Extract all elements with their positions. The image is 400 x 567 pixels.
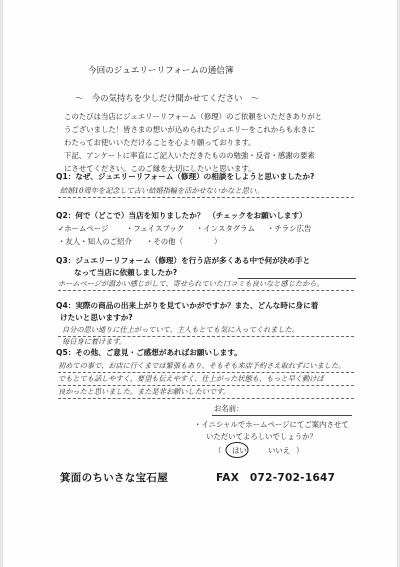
name-label: お名前： bbox=[214, 404, 244, 413]
q5-answer-line-2: でもとても話しやすく、要望も伝えやすく、仕上がった状態も、もっと早く動けば bbox=[58, 374, 324, 383]
q3-answer-line bbox=[58, 290, 354, 291]
intro-line-4: 下記、アンケートに率直にご記入いただきたものの勉強・反省・感謝の要素 bbox=[64, 151, 315, 160]
q5-label: Q5：その他、ご意見・ご感想があればお願いします。 bbox=[56, 348, 242, 357]
q5-answer-rule-1 bbox=[58, 372, 354, 373]
q4-label-line-2: けたいと思いますか? bbox=[60, 313, 133, 322]
q5-answer-line-1: 初めての事で、お店に行くまでは緊張もあり、そもそも来店予約さえ取れずにいました。 bbox=[58, 361, 346, 370]
q5-answer-rule-3 bbox=[58, 398, 354, 399]
q2-option-instagram: ・インスタグラム bbox=[196, 224, 255, 233]
q2-option-other-close: ） bbox=[214, 237, 222, 246]
document-subtitle: ～ 今の気持ちを少しだけ聞かせてください ～ bbox=[75, 93, 260, 103]
name-underline bbox=[212, 415, 352, 416]
fax-number: FAX 072-702-1647 bbox=[216, 472, 336, 484]
q5-answer-rule-2 bbox=[58, 385, 354, 386]
consent-line-2: いただいてよろしいでしょうか？ bbox=[206, 432, 317, 441]
consent-open-paren: （ bbox=[214, 446, 222, 455]
q4-answer-line-2: 毎日身に着けます。 bbox=[62, 337, 127, 346]
q2-option-homepage: ✓ホームページ bbox=[58, 224, 109, 233]
q2-option-facebook: ・フェイスブック bbox=[126, 224, 185, 233]
q3-label-line-2: なって当店に依頼しましたか? bbox=[74, 268, 178, 277]
consent-yes: はい bbox=[232, 446, 247, 455]
q5-answer-line-3: 良かったと思いました。また是非お願いしたいです。 bbox=[58, 387, 230, 396]
q1-answer: 結婚10周年を記念して古い結婚指輪を活かせないかなと思い。 bbox=[60, 186, 264, 195]
q2-option-flyer: ・チラシ広告 bbox=[267, 224, 312, 233]
intro-line-1: このたびは当店にジュエリーリフォーム（修理）のご依頼をいただきありがと bbox=[64, 112, 323, 121]
scan-edge-left bbox=[0, 0, 3, 567]
yes-circle-mark bbox=[224, 441, 250, 459]
q1-label: Q1：なぜ、ジュエリーリフォーム（修理）の相談をしようと思いましたか? bbox=[56, 172, 315, 181]
q2-option-other: ・その他（ bbox=[146, 237, 183, 246]
q1-answer-line bbox=[58, 197, 354, 198]
q4-answer-line-1: 自分の思い通りに仕上がっていて、主人もとても気に入ってくれました。 bbox=[62, 325, 300, 334]
intro-line-5: にさせてください。このご縁を大切にしたいと思います。 bbox=[64, 164, 256, 173]
q4-label-line-1: Q4：実際の商品の出来上がりを見ていかがですか？また、どんな時に身に着 bbox=[56, 301, 319, 310]
consent-line-1: ・イニシャルでホームページにてご案内させて bbox=[194, 420, 349, 429]
intro-line-2: うございました！皆さまの想いが込められたジュエリーをこれからも永きに bbox=[64, 125, 316, 134]
q3-label-line-1: Q3：ジュエリーリフォーム（修理）を行う店が多くある中で何が決め手と bbox=[56, 256, 311, 265]
q2-label: Q2：何で（どこで）当店を知りましたか？ （チェックをお願いします） bbox=[56, 211, 307, 220]
document-title: 今回のジュエリーリフォームの通信簿 bbox=[88, 66, 234, 76]
q3-answer: ホームページが温かい感じがして、寄せられていた口コミも良いなと感じたから。 bbox=[58, 279, 324, 288]
consent-close-paren: ） bbox=[296, 446, 304, 455]
intro-line-3: わたってお使いいただけることを心より願っております。 bbox=[64, 138, 256, 147]
consent-no: いいえ bbox=[268, 446, 291, 455]
q2-option-referral: ・友人・知人のご紹介 bbox=[58, 237, 132, 246]
shop-name: 箕面のちいさな宝石屋 bbox=[60, 472, 168, 484]
